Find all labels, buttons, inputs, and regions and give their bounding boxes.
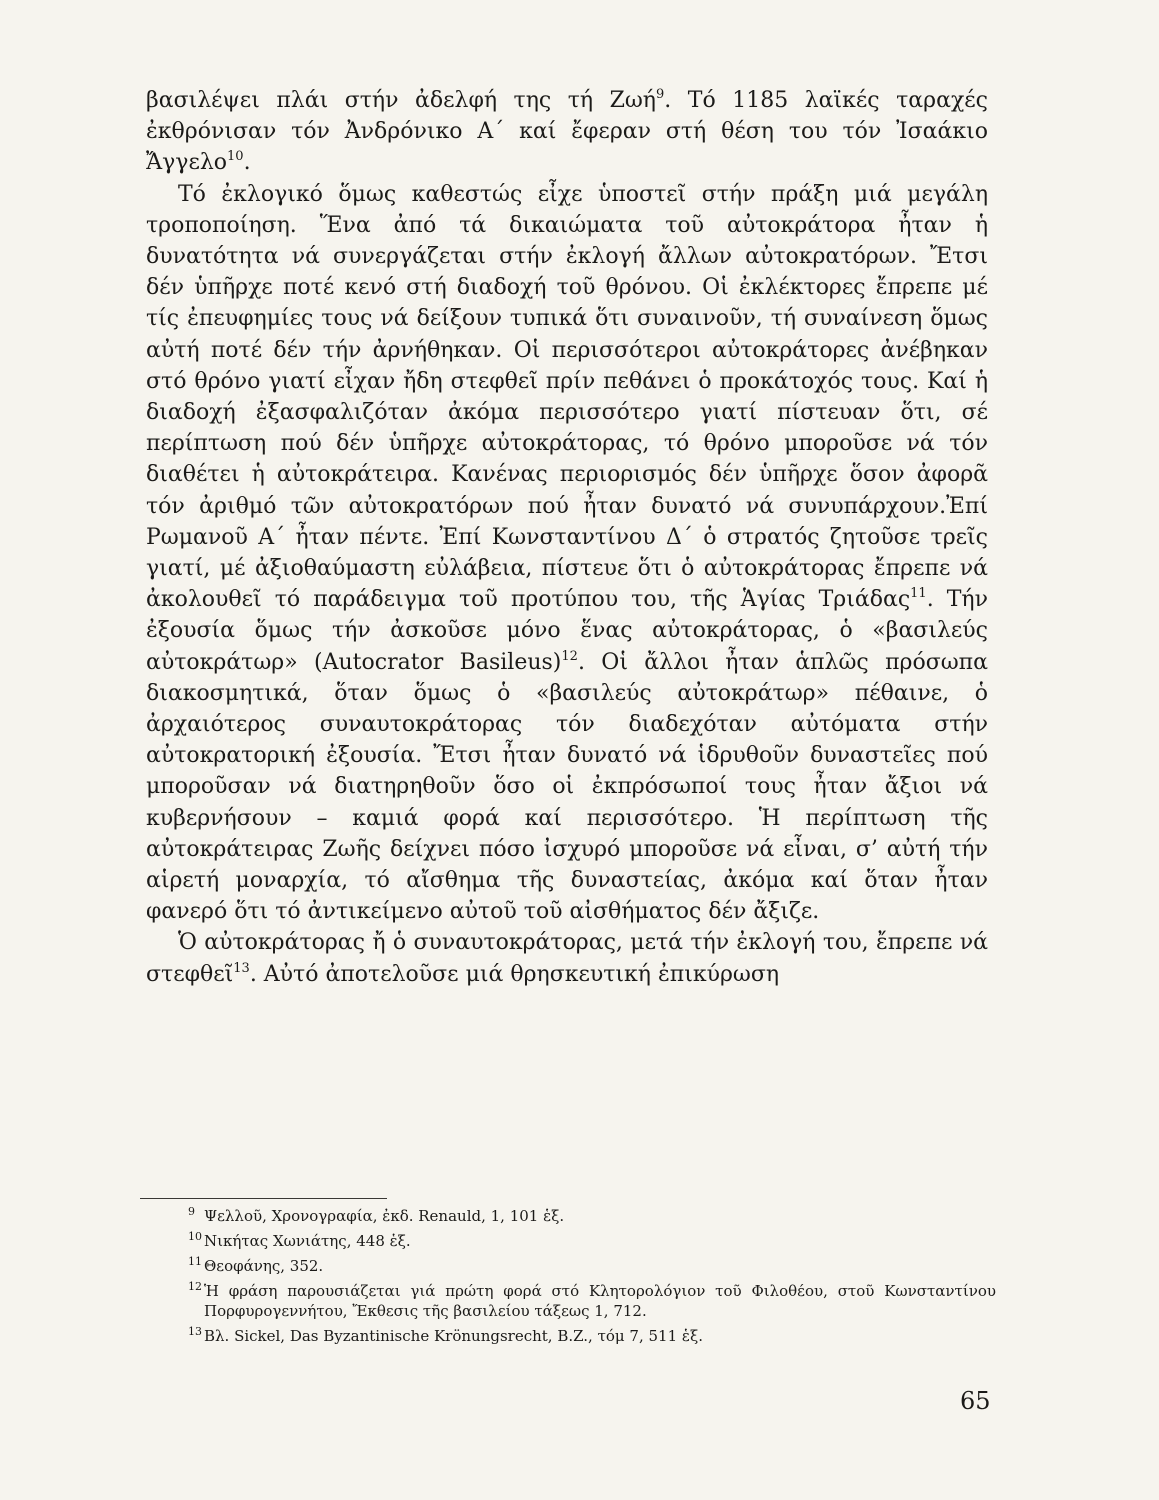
text-run: . Τό 1185 λαϊκές ταραχές ἐκθρόνισαν τόν Ἀνδρόνικο Α΄ καί ἔφεραν στή θέση του τόν Ἰσαάκιο Ἄγγελο (146, 88, 988, 176)
footnote (146, 1206, 996, 1226)
text-run: Ὁ αὐτοκράτορας ἤ ὁ συναυτοκράτορας, μετά τήν ἐκλογή του, ἔπρεπε νά στεφθεῖ (146, 930, 988, 987)
footnote-text: Ἡ φράση παρουσιάζεται γιά πρώτη φορά στό Κλητορολόγιον τοῦ Φιλοθέου, στοῦ Κωνσταντίνου Πορφυρογεννήτου, Ἔκθεσις τῆς βασιλείου τάξεως 1, 712. (204, 1282, 996, 1320)
footnote-number: 11 (188, 1255, 202, 1268)
text-run: . (243, 150, 251, 176)
footnote-ref: 9 (656, 87, 665, 102)
footnote-ref: 13 (233, 960, 250, 976)
footnote (146, 1281, 996, 1321)
footnote-text: Θεοφάνης, 352. (204, 1257, 324, 1275)
footnote-number: 9 (188, 1205, 195, 1218)
footnote-text: Ψελλοῦ, Χρονογραφία, ἐκδ. Renauld, 1, 101 ἑξ. (204, 1207, 565, 1225)
text-run: βασιλέψει πλάι στήν ἀδελφή της τή Ζωή (146, 88, 656, 113)
text-run: . Οἱ ἄλλοι ἦταν ἁπλῶς πρόσωπα διακοσμητικά, ὅταν ὅμως ὁ «βασιλεύς αὐτοκράτωρ» πέθαινε, ὁ ἀρχαιότερος συναυτοκράτορας τόν διαδεχόταν αὐτόματα στήν αὐτοκρατορική ἐξουσία. Ἔτσι ἦταν δυνατό νά ἱδρυθοῦν δυναστεῖες πού μποροῦσαν νά διατηρηθοῦν ὅσο οἱ ἐκπρόσωποί τους ἦταν ἄξιοι νά κυβερνήσουν – καμιά φορά καί περισσότερο. Ἡ περίπτωση τῆς αὐτοκράτειρας Ζωῆς δείχνει πόσο ἰσχυρό μποροῦσε νά εἶναι, σ’ αὐτή τήν αἱρετή μοναρχία, τό αἴσθημα τῆς δυναστείας, ἀκόμα καί ὅταν ἦταν φανερό ὅτι τό ἀντικείμενο αὐτοῦ τοῦ αἰσθήματος δέν ἄξιζε. (146, 649, 988, 925)
footnote-ref: 12 (561, 648, 578, 664)
main-text (146, 85, 988, 990)
footnote-text: Βλ. Sickel, Das Byzantinische Krönungsrecht, B.Z., τόμ 7, 511 ἑξ. (204, 1327, 703, 1345)
paragraph (146, 85, 988, 179)
footnote-ref: 11 (910, 586, 927, 602)
footnote-divider (140, 1198, 387, 1199)
footnote (146, 1256, 996, 1276)
text-run: . Τήν ἐξουσία ὅμως τήν ἀσκοῦσε μόνο ἕνας αὐτοκράτορας, ὁ «βασιλεύς αὐτοκράτωρ» (Autocrator Basileus) (146, 587, 988, 675)
footnotes (146, 1206, 996, 1351)
paragraph (146, 179, 988, 928)
text-run: Τό ἐκλογικό ὅμως καθεστώς εἶχε ὑποστεῖ στήν πράξη μιά μεγάλη τροποποίηση. Ἕνα ἀπό τά δικαιώματα τοῦ αὐτοκράτορα ἦταν ἡ δυνατότητα νά συνεργάζεται στήν ἐκλογή ἄλλων αὐτοκρατόρων. Ἔτσι δέν ὑπῆρχε ποτέ κενό στή διαδοχή τοῦ θρόνου. Οἱ ἐκλέκτορες ἔπρεπε μέ τίς ἐπευφημίες τους νά δείξουν τυπικά ὅτι συναινοῦν, τή συναίνεση ὅμως αὐτή ποτέ δέν τήν ἀρνήθηκαν. Οἱ περισσότεροι αὐτοκράτορες ἀνέβηκαν στό θρόνο γιατί εἶχαν ἤδη στεφθεῖ πρίν πεθάνει ὁ προκάτοχός τους. Καί ἡ διαδοχή ἐξασφαλιζόταν ἀκόμα περισσότερο γιατί πίστευαν ὅτι, σέ περίπτωση πού δέν ὑπῆρχε αὐτοκράτορας, τό θρόνο μποροῦσε νά τόν διαθέτει ἡ αὐτοκράτειρα. Κανένας περιορισμός δέν ὑπῆρχε ὅσον ἀφορᾶ τόν ἀριθμό τῶν αὐτοκρατόρων πού ἦταν δυνατό νά συνυπάρχουν.Ἐπί Ρωμανοῦ Α΄ ἦταν πέντε. Ἐπί Κωνσταντίνου Δ΄ ὁ στρατός ζητοῦσε τρεῖς γιατί, μέ ἀξιοθαύμαστη εὐλάβεια, πίστευε ὅτι ὁ αὐτοκράτορας ἔπρεπε νά ἀκολουθεῖ τό παράδειγμα τοῦ προτύπου του, τῆς Ἁγίας Τριάδας (146, 181, 988, 613)
footnote-text: Νικήτας Χωνιάτης, 448 ἑξ. (204, 1232, 411, 1250)
footnote (146, 1231, 996, 1251)
footnote-number: 13 (188, 1325, 202, 1338)
page-number: 65 (960, 1387, 991, 1415)
footnote (146, 1326, 996, 1346)
footnote-number: 12 (188, 1280, 202, 1293)
text-run: . Αὐτό ἀποτελοῦσε μιά θρησκευτική ἐπικύρωση (249, 961, 780, 987)
paragraph (146, 927, 988, 989)
footnote-number: 10 (188, 1230, 202, 1243)
footnote-ref: 10 (227, 149, 244, 165)
